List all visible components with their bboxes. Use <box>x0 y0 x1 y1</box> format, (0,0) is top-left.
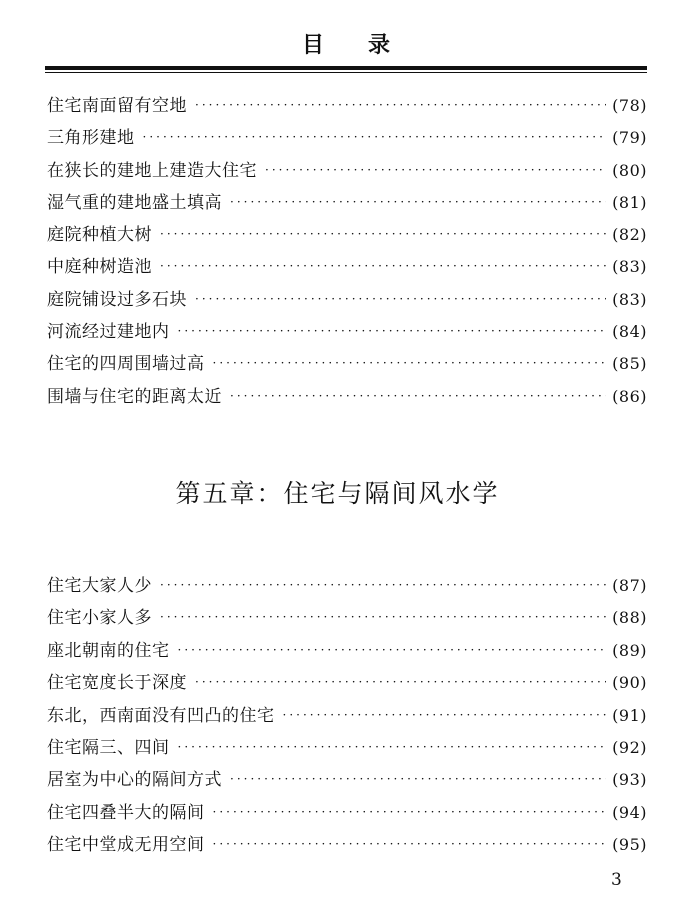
toc-entry <box>47 829 647 861</box>
toc-entry-title: 中庭种树造池 <box>47 257 152 278</box>
page-header <box>45 30 647 68</box>
dot-leader <box>213 347 607 379</box>
dot-leader <box>230 380 606 412</box>
toc-entry-title: 住宅大家人少 <box>47 576 152 596</box>
dot-leader <box>230 186 606 218</box>
toc-entry-title: 住宅宽度长于深度 <box>47 673 187 694</box>
page-number: 3 <box>611 870 622 890</box>
toc-entry <box>47 700 647 732</box>
toc-entry-page: (81) <box>612 192 647 212</box>
dot-leader <box>160 250 606 282</box>
toc-entry <box>47 219 647 251</box>
toc-entry-page: (86) <box>612 386 647 406</box>
toc-entry-page: (93) <box>612 770 647 790</box>
dot-leader <box>213 796 607 828</box>
dot-leader <box>160 218 606 250</box>
toc-entry <box>47 667 647 699</box>
toc-entry-title: 住宅中堂成无用空间 <box>47 835 205 856</box>
toc-entry-page: (84) <box>612 322 647 342</box>
dot-leader <box>178 731 607 763</box>
header-rule-thick <box>45 66 647 70</box>
dot-leader <box>160 601 606 633</box>
toc-entry-page: (90) <box>612 673 647 693</box>
toc-entry-page: (80) <box>612 160 647 180</box>
toc-entry-title: 住宅南面留有空地 <box>47 96 187 116</box>
toc-entry-title: 在狭长的建地上建造大住宅 <box>47 160 257 181</box>
dot-leader <box>195 666 606 698</box>
toc-entry <box>47 90 647 122</box>
toc-entry-page: (83) <box>612 289 647 309</box>
dot-leader <box>178 634 607 666</box>
toc-entry <box>47 602 647 634</box>
toc-entry <box>47 251 647 283</box>
toc-entry-title: 东北，西南面没有凹凸的住宅 <box>47 705 275 726</box>
toc-entry <box>47 122 647 154</box>
toc-entry-page: (83) <box>612 257 647 277</box>
toc-entry-page: (79) <box>612 128 647 148</box>
toc-list-section-b <box>47 570 647 862</box>
toc-entry <box>47 284 647 316</box>
toc-entry-page: (82) <box>612 225 647 245</box>
toc-entry-title: 三角形建地 <box>47 128 135 149</box>
toc-entry-title: 住宅四叠半大的隔间 <box>47 802 205 823</box>
toc-entry-page: (91) <box>612 705 647 725</box>
dot-leader <box>195 89 606 121</box>
toc-entry-title: 庭院种植大树 <box>47 225 152 246</box>
toc-entry-page: (94) <box>612 802 647 822</box>
header-rule-thin <box>45 72 647 73</box>
toc-entry <box>47 316 647 348</box>
toc-entry-page: (78) <box>612 96 647 115</box>
dot-leader <box>230 763 606 795</box>
toc-entry <box>47 732 647 764</box>
chapter-heading: 第五章：住宅与隔间风水学 <box>175 479 500 508</box>
page-title: 目录 <box>301 32 434 58</box>
dot-leader <box>195 283 606 315</box>
toc-entry <box>47 155 647 187</box>
toc-entry-title: 居室为中心的隔间方式 <box>47 770 222 791</box>
toc-entry-page: (88) <box>612 608 647 628</box>
toc-entry-title: 座北朝南的住宅 <box>47 640 170 661</box>
dot-leader <box>213 828 607 860</box>
dot-leader <box>178 315 607 347</box>
toc-entry <box>47 635 647 667</box>
toc-entry-title: 住宅小家人多 <box>47 608 152 629</box>
toc-entry-page: (92) <box>612 737 647 757</box>
dot-leader <box>143 121 607 153</box>
dot-leader <box>283 699 607 731</box>
toc-entry-page: (89) <box>612 640 647 660</box>
toc-entry <box>47 187 647 219</box>
toc-entry-title: 河流经过建地内 <box>47 322 170 343</box>
toc-entry <box>47 348 647 380</box>
toc-entry-title: 围墙与住宅的距离太近 <box>47 386 222 407</box>
toc-entry-page: (95) <box>612 835 647 855</box>
toc-entry-title: 庭院铺设过多石块 <box>47 289 187 310</box>
toc-entry <box>47 764 647 796</box>
toc-entry-title: 湿气重的建地盛土填高 <box>47 192 222 213</box>
toc-entry-page: (87) <box>612 576 647 595</box>
toc-list-section-a <box>47 90 647 413</box>
toc-entry-title: 住宅隔三、四间 <box>47 737 170 758</box>
toc-entry-page: (85) <box>612 354 647 374</box>
dot-leader <box>265 154 606 186</box>
dot-leader <box>160 569 606 601</box>
toc-entry <box>47 381 647 413</box>
toc-entry-title: 住宅的四周围墙过高 <box>47 354 205 375</box>
toc-entry <box>47 570 647 602</box>
toc-entry <box>47 797 647 829</box>
